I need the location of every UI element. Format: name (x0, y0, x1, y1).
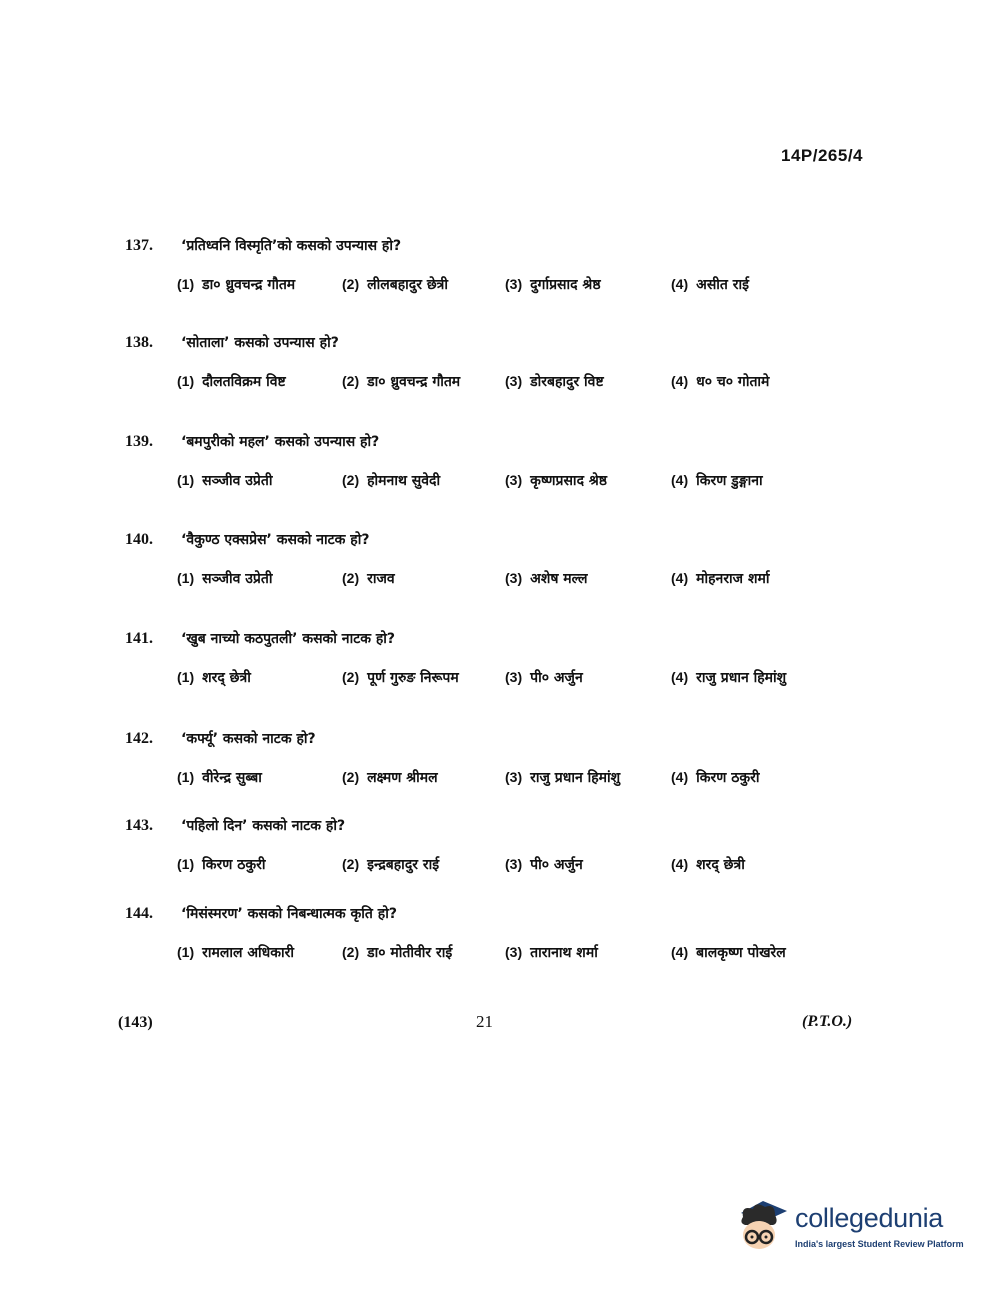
option-text: लक्ष्मण श्रीमल (367, 770, 438, 786)
option-4 (671, 855, 745, 874)
question-line (125, 432, 845, 451)
option-text: असीत राई (696, 277, 749, 293)
question-line (125, 729, 845, 748)
option-number: (1) (177, 769, 195, 785)
option-text: किरण ठकुरी (202, 857, 266, 873)
question-text: ‘मिसंस्मरण’ कसको निबन्धात्मक कृति हो? (181, 906, 397, 922)
option-3 (505, 275, 601, 294)
collegedunia-logo (735, 1195, 965, 1265)
option-number: (2) (342, 472, 360, 488)
question-number: 143. (125, 817, 153, 834)
page-number: 21 (476, 1012, 493, 1031)
option-text: पूर्ण गुरुङ निरूपम (367, 670, 459, 686)
options-row (125, 855, 845, 883)
option-1 (177, 372, 286, 391)
option-text: मोहनराज शर्मा (696, 571, 770, 587)
option-text: डोरबहादुर विष्ट (530, 374, 604, 390)
option-3 (505, 855, 583, 874)
paper-code: 14P/265/4 (780, 146, 863, 165)
question-text: ‘कर्फ्यू’ कसको नाटक हो? (181, 731, 316, 747)
logo-wordmark: collegedunia (795, 1203, 944, 1233)
option-number: (1) (177, 944, 195, 960)
option-number: (2) (342, 669, 360, 685)
option-number: (3) (505, 373, 523, 389)
option-4 (671, 768, 759, 787)
option-text: पी० अर्जुन (530, 857, 583, 873)
option-1 (177, 569, 273, 588)
option-1 (177, 471, 273, 490)
option-text: राजव (367, 571, 395, 587)
question-text: ‘खुब नाच्यो कठपुतली’ कसको नाटक हो? (181, 631, 396, 647)
option-3 (505, 372, 604, 391)
option-4 (671, 569, 769, 588)
question-text: ‘पहिलो दिन’ कसको नाटक हो? (181, 818, 346, 834)
question-number: 137. (125, 237, 153, 254)
option-text: अशेष मल्ल (530, 571, 588, 587)
option-text: कृष्णप्रसाद श्रेष्ठ (530, 473, 608, 489)
option-number: (2) (342, 570, 360, 586)
option-text: तारानाथ शर्मा (530, 945, 598, 961)
option-number: (2) (342, 373, 360, 389)
option-number: (3) (505, 570, 523, 586)
option-number: (2) (342, 769, 360, 785)
option-number: (4) (671, 276, 689, 292)
option-1 (177, 275, 295, 294)
option-2 (342, 569, 395, 588)
option-text: इन्द्रबहादुर राई (367, 857, 440, 873)
question-137 (125, 236, 845, 303)
question-text: ‘प्रतिध्वनि विस्मृति’को कसको उपन्यास हो? (181, 238, 402, 254)
question-138 (125, 333, 845, 400)
option-number: (4) (671, 570, 689, 586)
option-text: शरद् छेत्री (696, 857, 745, 873)
question-141 (125, 629, 845, 696)
question-number: 140. (125, 531, 153, 548)
option-2 (342, 943, 452, 962)
option-1 (177, 668, 251, 687)
option-text: डा० ध्रुवचन्द्र गौतम (367, 374, 461, 390)
logo-tagline: India's largest Student Review Platform (795, 1239, 964, 1249)
option-1 (177, 768, 262, 787)
option-number: (4) (671, 856, 689, 872)
option-text: दौलतविक्रम विष्ट (202, 374, 286, 390)
question-line (125, 530, 845, 549)
question-line (125, 333, 845, 352)
option-number: (3) (505, 856, 523, 872)
option-text: रामलाल अधिकारी (202, 945, 294, 961)
option-2 (342, 668, 459, 687)
option-text: होमनाथ सुवेदी (367, 473, 441, 489)
question-142 (125, 729, 845, 796)
option-number: (1) (177, 276, 195, 292)
options-row (125, 768, 845, 796)
question-number: 138. (125, 334, 153, 351)
option-number: (4) (671, 669, 689, 685)
options-row (125, 668, 845, 696)
question-line (125, 629, 845, 648)
question-text: ‘सोताला’ कसको उपन्यास हो? (181, 335, 339, 351)
option-text: दुर्गाप्रसाद श्रेष्ठ (530, 277, 601, 293)
option-text: वीरेन्द्र सुब्बा (202, 770, 262, 786)
option-number: (1) (177, 856, 195, 872)
question-number: 144. (125, 905, 153, 922)
option-text: बालकृष्ण पोखरेल (696, 945, 786, 961)
options-row (125, 943, 845, 971)
option-text: शरद् छेत्री (202, 670, 251, 686)
option-3 (505, 768, 620, 787)
option-3 (505, 471, 607, 490)
option-number: (3) (505, 276, 523, 292)
option-text: डा० मोतीवीर राई (367, 945, 453, 961)
option-number: (1) (177, 669, 195, 685)
footer-code: (143) (118, 1014, 153, 1031)
option-number: (3) (505, 669, 523, 685)
mascot-icon (735, 1195, 795, 1255)
option-number: (1) (177, 472, 195, 488)
option-number: (4) (671, 472, 689, 488)
options-row (125, 569, 845, 597)
pto-label: (P.T.O.) (802, 1013, 853, 1030)
option-text: राजु प्रधान हिमांशु (530, 770, 621, 786)
option-number: (3) (505, 769, 523, 785)
question-line (125, 236, 845, 255)
option-number: (4) (671, 373, 689, 389)
question-text: ‘बमपुरीको महल’ कसको उपन्यास हो? (181, 434, 380, 450)
option-4 (671, 275, 749, 294)
option-3 (505, 943, 598, 962)
question-text: ‘वैकुण्ठ एक्सप्रेस’ कसको नाटक हो? (181, 532, 370, 548)
option-text: डा० ध्रुवचन्द्र गौतम (202, 277, 296, 293)
question-line (125, 904, 845, 923)
option-3 (505, 569, 588, 588)
option-number: (3) (505, 944, 523, 960)
option-text: सञ्जीव उप्रेती (202, 571, 273, 587)
option-1 (177, 855, 265, 874)
option-number: (2) (342, 276, 360, 292)
question-line (125, 816, 845, 835)
option-text: सञ्जीव उप्रेती (202, 473, 273, 489)
options-row (125, 471, 845, 499)
option-text: किरण डुङ्गाना (696, 473, 763, 489)
question-number: 142. (125, 730, 153, 747)
question-number: 139. (125, 433, 153, 450)
options-row (125, 275, 845, 303)
option-4 (671, 668, 786, 687)
option-text: ध० च० गोतामे (696, 374, 770, 390)
option-2 (342, 372, 460, 391)
option-text: लीलबहादुर छेत्री (367, 277, 448, 293)
option-3 (505, 668, 583, 687)
option-text: पी० अर्जुन (530, 670, 583, 686)
option-2 (342, 855, 439, 874)
question-143 (125, 816, 845, 883)
option-1 (177, 943, 294, 962)
option-4 (671, 943, 786, 962)
option-number: (4) (671, 769, 689, 785)
option-number: (3) (505, 472, 523, 488)
option-number: (2) (342, 944, 360, 960)
option-4 (671, 471, 763, 490)
option-4 (671, 372, 769, 391)
option-number: (1) (177, 570, 195, 586)
question-number: 141. (125, 630, 153, 647)
option-number: (1) (177, 373, 195, 389)
question-139 (125, 432, 845, 499)
option-2 (342, 275, 448, 294)
option-number: (2) (342, 856, 360, 872)
options-row (125, 372, 845, 400)
option-2 (342, 471, 440, 490)
question-144 (125, 904, 845, 971)
option-2 (342, 768, 438, 787)
option-number: (4) (671, 944, 689, 960)
option-text: किरण ठकुरी (696, 770, 760, 786)
question-140 (125, 530, 845, 597)
option-text: राजु प्रधान हिमांशु (696, 670, 787, 686)
